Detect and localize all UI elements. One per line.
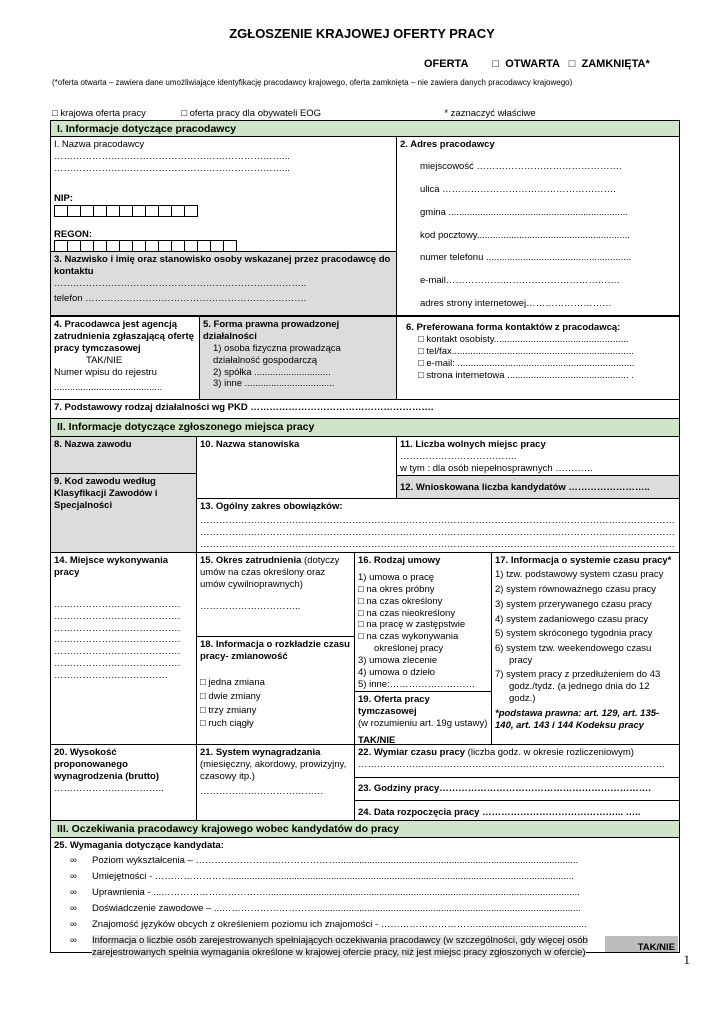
position-cell[interactable]: 10. Nazwa stanowiska <box>196 436 397 499</box>
work-place-dots[interactable]: …………………………………. <box>54 646 181 658</box>
employment-period-cell <box>196 552 355 637</box>
pkd-cell[interactable]: 7. Podstawowy rodzaj działalności wg PKD …………………………………………………. <box>50 399 680 419</box>
legal-basis-note: *podstawa prawna: art. 129, art. 135-140, art. 143 i 144 Kodeksu pracy <box>495 707 660 731</box>
requirement-education[interactable] <box>70 855 578 866</box>
work-time-system-option[interactable]: 5) system skróconego tygodnia pracy <box>495 628 653 640</box>
work-time-system-option[interactable]: 1) tzw. podstawowy system czasu pracy <box>495 568 664 580</box>
page-title: ZGŁOSZENIE KRAJOWEJ OFERTY PRACY <box>229 26 495 41</box>
legal-form-option[interactable]: 1) osoba fizyczna prowadząca <box>213 342 341 354</box>
shift-option[interactable]: □ dwie zmiany <box>200 690 261 702</box>
contact-phone[interactable]: telefon ……………………………………………………………. <box>54 292 307 304</box>
shift-label: 18. Informacja o rozkładzie czasu pracy- zmianowość <box>200 639 350 662</box>
address-postal[interactable]: kod pocztowy.......................................................... <box>420 229 630 241</box>
regon-label: REGON: <box>54 228 92 240</box>
infinity-bullet-icon: ∞ <box>70 855 77 866</box>
pay-system-cell <box>196 744 355 821</box>
requirement-registered-info[interactable] <box>70 935 588 946</box>
infinity-bullet-icon: ∞ <box>70 919 77 930</box>
contract-option[interactable]: □ na czas nieokreślony <box>358 607 456 619</box>
requirement-languages[interactable] <box>70 919 587 930</box>
work-place-dots[interactable]: …………………………………. <box>54 634 181 646</box>
contract-option[interactable]: □ na czas określony <box>358 595 443 607</box>
duties-cell <box>196 498 680 553</box>
work-time-system-option-cont: godz.) <box>509 692 536 704</box>
legal-form-label: 5. Forma prawna prowadzonej działalności <box>203 319 340 342</box>
agency-register-dots[interactable]: ......................................... <box>54 382 163 394</box>
work-time-system-option-cont: godz./tydz. (a jednego dnia do 12 <box>509 680 650 692</box>
address-gmina[interactable]: gmina .................................................................... <box>420 206 628 218</box>
duties-dots[interactable]: …………………………………………………………………………………………………………………………………… <box>200 538 675 550</box>
start-date-cell[interactable]: 24. Data rozpoczęcia pracy ……………………………………... ….. <box>354 800 680 821</box>
vacancies-cell <box>396 436 680 476</box>
requirement-registered-info-cont <box>92 947 586 958</box>
contact-pref-option[interactable]: □ kontakt osobisty................................................... <box>418 333 629 345</box>
section-1-header: I. Informacje dotyczące pracodawcy <box>50 120 680 137</box>
contract-type-label: 16. Rodzaj umowy <box>358 555 441 566</box>
work-place-dots[interactable]: …………………………………. <box>54 658 181 670</box>
employer-name-dots[interactable]: ………………………………………………………………... <box>54 150 290 162</box>
employer-address-cell <box>396 136 680 316</box>
offer-type: OFERTA □ OTWARTA □ ZAMKNIĘTA* <box>424 58 650 70</box>
registered-info-yes-no[interactable]: TAK/NIE <box>605 936 678 952</box>
legal-form-option-cont: działalność gospodarczą <box>213 354 318 366</box>
shift-option[interactable]: □ trzy zmiany <box>200 704 257 716</box>
work-time-system-label: 17. Informacja o systemie czasu pracy* <box>495 555 672 566</box>
contract-option[interactable]: □ na pracę w zastępstwie <box>358 619 466 631</box>
work-hours-cell[interactable]: 23. Godziny pracy…………………………………………………………. <box>354 777 680 801</box>
contract-option[interactable]: 5) inne:……………………… <box>358 678 476 690</box>
working-time-cell <box>354 744 680 778</box>
requirements-label: 25. Wymagania dotyczące kandydata: <box>54 840 224 851</box>
legal-form-cell <box>199 316 397 400</box>
contact-pref-label: 6. Preferowana forma kontaktów z pracodawcą: <box>406 322 621 333</box>
registered-info-text-cont: zarejestrowanych spełnia wymagania określone w krajowej ofercie pracy, niż jest miejsc pracy zgłoszonych w ofercie) <box>92 947 586 958</box>
registered-info-text: Informacja o liczbie osób zarejestrowanych spełniających oczekiwania pracodawcy (w szczególności, gdy więcej osób <box>92 935 588 946</box>
contract-option[interactable]: □ na czas wykonywania <box>358 631 459 643</box>
address-street[interactable]: ulica ………………………………………………. <box>420 183 616 195</box>
work-time-system-option[interactable]: 7) system pracy z przedłużeniem do 43 <box>495 669 661 680</box>
work-place-dots[interactable]: …………………………………. <box>54 610 181 622</box>
offer-note: (*oferta otwarta – zawiera dane umożliwiające identyfikację pracodawcy krajowego, oferta zamknięta – nie zawiera danych pracodawcy krajowego) <box>52 78 573 87</box>
infinity-bullet-icon: ∞ <box>70 935 77 946</box>
duties-dots[interactable]: …………………………………………………………………………………………………………………………………… <box>200 514 675 526</box>
pay-system-dots[interactable]: ………………………………… <box>200 785 324 797</box>
contract-option[interactable]: 4) umowa o dzieło <box>358 666 436 678</box>
candidates-cell[interactable]: 12. Wnioskowana liczba kandydatów …………………….. <box>396 475 680 499</box>
employment-period-dots[interactable]: ………………………….. <box>200 600 301 612</box>
pay-system-note: (miesięczny, akordowy, prowizyjny, czasowy itp.) <box>200 758 347 782</box>
work-place-label: 14. Miejsce wykonywania pracy <box>54 555 169 578</box>
agency-yes-no[interactable]: TAK/NIE <box>86 354 123 366</box>
nip-boxes[interactable] <box>54 205 393 217</box>
vacancies-label: 11. Liczba wolnych miejsc pracy <box>400 439 546 450</box>
contract-type-cell <box>354 552 492 692</box>
agency-register-label: Numer wpisu do rejestru <box>54 366 157 378</box>
profession-code-cell[interactable]: 9. Kod zawodu według Klasyfikacji Zawodów i Specjalności <box>50 473 197 553</box>
vacancies-dots[interactable]: ………………………………. <box>400 450 517 462</box>
agency-cell <box>50 316 200 400</box>
requirement-experience[interactable] <box>70 903 581 914</box>
requirement-education-text: Poziom wykształcenia – ………………………………………........................................................................................... <box>92 855 579 866</box>
salary-dots[interactable]: …………………………….. <box>54 782 164 794</box>
temp-work-label: 19. Oferta pracy tymczasowej <box>358 694 430 717</box>
work-time-system-option[interactable]: 3) system przerywanego czasu pracy <box>495 598 652 610</box>
employment-period-note: (dotyczy umów na czas określony oraz umów cywilnoprawnych) <box>200 555 340 590</box>
contract-option-cont: określonej pracy <box>374 643 444 655</box>
work-place-dots[interactable]: ……………………………… <box>54 670 168 681</box>
working-time-label: 22. Wymiar czasu pracy <box>358 747 466 758</box>
page-number: 1 <box>683 952 690 967</box>
salary-cell <box>50 744 197 821</box>
contract-option[interactable]: 1) umowa o pracę <box>358 571 435 583</box>
contact-pref-cell <box>396 316 680 400</box>
working-time-dots[interactable]: ……………………………………………………………………………………. <box>358 758 665 770</box>
employer-name-cell <box>50 136 397 252</box>
employer-name-dots[interactable]: ………………………………………………………………... <box>54 162 290 174</box>
national-offer-option[interactable]: □ krajowa oferta pracy <box>52 108 146 119</box>
contact-pref-option[interactable]: □ tel/fax..................................................................... <box>418 345 634 357</box>
requirement-skills-text: Umiejętności - …………………….................................................................................................................................. <box>92 871 574 882</box>
temp-work-note: (w rozumieniu art. 19g ustawy) <box>358 717 488 729</box>
requirement-licenses-text: Uprawnienia - ...……………………………....................................................................................................................... <box>92 887 580 898</box>
employment-period-label: 15. Okres zatrudnienia <box>200 555 302 566</box>
vacancies-disabled[interactable]: w tym : dla osób niepełnosprawnych ………… <box>400 462 594 474</box>
work-time-system-option[interactable]: 6) system tzw. weekendowego czasu <box>495 643 652 655</box>
contact-pref-option[interactable]: □ strona internetowa .............................................. . <box>418 369 634 381</box>
temp-work-yes-no[interactable]: TAK/NIE <box>358 734 396 745</box>
duties-label: 13. Ogólny zakres obowiązków: <box>200 501 343 512</box>
infinity-bullet-icon: ∞ <box>70 903 77 914</box>
legal-form-option[interactable]: 2) spółka ............................. <box>213 366 331 378</box>
salary-label: 20. Wysokość proponowanego wynagrodzenia (brutto) <box>54 747 160 782</box>
mark-note: * zaznaczyć właściwe <box>444 108 536 119</box>
work-time-system-option[interactable]: 4) system zadaniowego czasu pracy <box>495 613 649 625</box>
work-time-system-option[interactable]: 2) system równoważnego czasu pracy <box>495 583 657 595</box>
contact-person-label: 3. Nazwisko i imię oraz stanowisko osoby wskazanej przez pracodawcę do kontaktu <box>54 254 391 277</box>
work-place-cell <box>50 552 197 745</box>
infinity-bullet-icon: ∞ <box>70 887 77 898</box>
address-email[interactable]: e-mail………………………………………………. <box>420 275 620 287</box>
contact-person-dots[interactable]: …………………………………………………………………….. <box>54 277 307 289</box>
work-place-dots[interactable]: …………………………………. <box>54 598 181 610</box>
shift-cell <box>196 636 355 745</box>
eog-offer-option[interactable]: □ oferta pracy dla obywateli EOG <box>181 108 322 119</box>
duties-dots[interactable]: …………………………………………………………………………………………………………………………………… <box>200 526 675 538</box>
work-time-system-option-cont: pracy <box>509 655 533 667</box>
address-phone[interactable]: numer telefonu ....................................................... <box>420 252 632 264</box>
offer-options <box>52 108 536 119</box>
nip-label: NIP: <box>54 192 73 204</box>
working-time-note: (liczba godz. w okresie rozliczeniowym) <box>467 747 634 758</box>
shift-option[interactable]: □ jedna zmiana <box>200 676 265 688</box>
contract-option[interactable]: 3) umowa zlecenie <box>358 655 438 666</box>
work-place-dots[interactable]: …………………………………. <box>54 622 181 634</box>
infinity-bullet-icon: ∞ <box>70 871 77 882</box>
legal-form-option[interactable]: 3) inne .................................. <box>213 378 335 390</box>
address-www[interactable]: adres strony internetowej……………………… <box>420 298 612 310</box>
requirement-experience-text: Doświadczenie zawodowe – ...………………………….................................................................................................... <box>92 903 581 914</box>
work-time-system-cell <box>491 552 680 745</box>
requirement-skills[interactable] <box>70 871 574 882</box>
employer-name-label: I. Nazwa pracodawcy <box>54 139 145 150</box>
agency-label: 4. Pracodawca jest agencją zatrudnienia zgłaszającą ofertę pracy tymczasowej <box>54 319 194 354</box>
contract-option[interactable]: □ na okres próbny <box>358 583 435 595</box>
address-city[interactable]: miejscowość ………………………………………. <box>420 160 622 172</box>
contact-pref-option[interactable]: □ e-mail: ................................................................... <box>418 357 635 369</box>
section-3-header: III. Oczekiwania pracodawcy krajowego wobec kandydatów do pracy <box>50 820 680 838</box>
requirement-languages-text: Znajomość języków obcych z określeniem poziomu ich znajomości - ………………………….......................................... <box>92 919 587 930</box>
section-2-header: II. Informacje dotyczące zgłoszonego miejsca pracy <box>50 418 680 437</box>
requirement-licenses[interactable] <box>70 887 580 898</box>
pay-system-label: 21. System wynagradzania <box>200 747 321 758</box>
shift-option[interactable]: □ ruch ciągły <box>200 718 254 730</box>
employer-address-label: 2. Adres pracodawcy <box>400 139 495 150</box>
profession-cell[interactable]: 8. Nazwa zawodu <box>50 436 197 474</box>
temp-work-cell <box>354 691 492 745</box>
contact-person-cell <box>50 251 397 316</box>
